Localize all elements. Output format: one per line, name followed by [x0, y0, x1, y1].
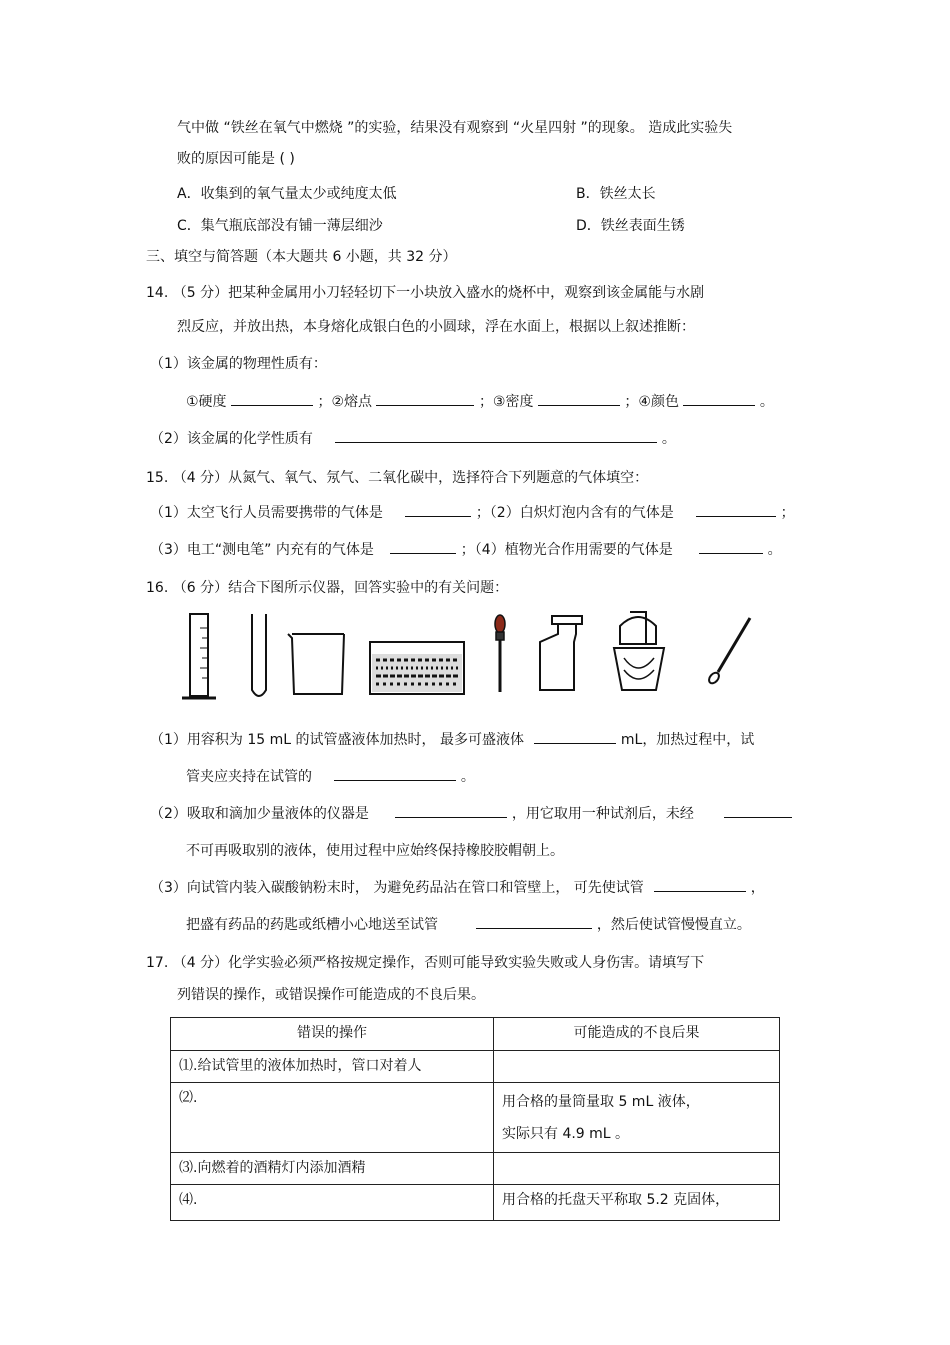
q16-sub1-text-a: （1）用容积为 15 mL 的试管盛液体加热时， 最多可盛液体 [150, 732, 524, 748]
q15-semi: ； [780, 505, 795, 521]
q16-tube-position-blank[interactable] [654, 877, 746, 892]
q16-sub3-line2 [186, 914, 751, 935]
q14-sub2: （2）该金属的化学性质有 [150, 431, 313, 447]
q16-sub2-text-a: （2）吸取和滴加少量液体的仪器是 [150, 806, 369, 822]
q16-sub2-text-b: ，用它取用一种试剂后，未经 [511, 806, 694, 822]
q16-clamp-position-blank[interactable] [334, 766, 456, 781]
q16-sub1-text-d: 。 [460, 769, 475, 785]
q16-rinse-blank[interactable] [724, 803, 792, 818]
q16-sub2-line2: 不可再吸取别的液体，使用过程中应始终保持橡胶胶帽朝上。 [186, 843, 564, 859]
q15-b-label: ；（2）白炽灯泡内含有的气体是 [475, 505, 674, 521]
q15-b-blank[interactable] [696, 502, 776, 517]
table-row [171, 1051, 780, 1083]
row2-consequence-line2: 实际只有 4.9 mL 。 [502, 1126, 630, 1142]
q13-option-a: A．收集到的氧气量太少或纯度太低 [177, 186, 397, 202]
water-trough-icon [370, 642, 464, 694]
q13-text-line2: 败的原因可能是 ( ) [177, 151, 295, 167]
q14-stem-line1: 14. （5 分）把某种金属用小刀轻轻切下一小块放入盛水的烧杯中，观察到该金属能与水剧 [146, 285, 705, 301]
header-consequence: 可能造成的不良后果 [494, 1018, 780, 1051]
graduated-cylinder-icon [182, 614, 216, 698]
q14-density-blank[interactable] [538, 391, 620, 406]
q16-stem: 16. （6 分）结合下图所示仪器，回答实验中的有关问题： [146, 580, 509, 596]
row4-operation[interactable]: ⑷. [171, 1185, 494, 1221]
beaker-icon [288, 634, 344, 694]
q15-c-label: （3）电工“测电笔” 内充有的气体是 [150, 542, 374, 558]
q14-melting-label: ；②熔点 [317, 394, 373, 410]
row2-consequence-cell [494, 1083, 780, 1153]
q15-c-blank[interactable] [390, 539, 456, 554]
row1-consequence-cell[interactable] [494, 1051, 780, 1083]
q13-text-line1: 气中做 “铁丝在氧气中燃烧 ”的实验，结果没有观察到 “火星四射 ”的现象。 造成此实验失 [177, 120, 733, 136]
q14-physical-props [186, 391, 774, 412]
dropper-icon [495, 615, 505, 692]
q16-sub2-line1 [150, 803, 792, 824]
q15-a-label: （1）太空飞行人员需要携带的气体是 [150, 505, 383, 521]
section-heading: 三、填空与简答题（本大题共 6 小题，共 32 分） [146, 249, 457, 265]
q16-sub3-text-d: ，然后使试管慢慢直立。 [596, 917, 751, 933]
q16-sub1-text-c: 管夹应夹持在试管的 [186, 769, 312, 785]
lab-apparatus-figure [180, 608, 760, 706]
q17-stem-line1: 17. （4 分）化学实验必须严格按规定操作，否则可能导致实验失败或人身伤害。请填写下 [146, 955, 705, 971]
row1-operation: ⑴.给试管里的液体加热时，管口对着人 [171, 1051, 494, 1083]
q16-sub3-text-c: 把盛有药品的药匙或纸槽小心地送至试管 [186, 917, 438, 933]
q16-volume-blank[interactable] [534, 729, 616, 744]
row2-operation[interactable]: ⑵. [171, 1083, 494, 1153]
q14-end-period-2: 。 [661, 431, 676, 447]
q15-d-blank[interactable] [699, 539, 763, 554]
q15-row1 [150, 502, 795, 523]
q14-sub1: （1）该金属的物理性质有： [150, 356, 327, 372]
q14-hardness-label: ①硬度 [186, 394, 227, 410]
row2-consequence-line1: 用合格的量筒量取 5 mL 液体， [502, 1094, 700, 1110]
q15-a-blank[interactable] [405, 502, 471, 517]
table-row [171, 1083, 780, 1153]
q16-sub1-text-b: mL，加热过程中，试 [620, 732, 755, 748]
q16-sub3-text-b: ， [750, 880, 765, 896]
q15-end: 。 [767, 542, 782, 558]
row4-consequence-line1: 用合格的托盘天平称取 5.2 克固体， [502, 1192, 730, 1208]
q14-chemical-props [150, 428, 676, 449]
q16-sub1-line1 [150, 729, 754, 750]
q15-row2 [150, 539, 782, 560]
q16-sub3-line1 [150, 877, 765, 898]
q16-tube-part-blank[interactable] [476, 914, 592, 929]
q16-sub1-line2 [186, 766, 475, 787]
row3-operation: ⑶.向燃着的酒精灯内添加酒精 [171, 1153, 494, 1185]
table-row [171, 1153, 780, 1185]
q14-end-period: 。 [759, 394, 774, 410]
q15-d-label: ；（4）植物光合作用需要的气体是 [460, 542, 673, 558]
q15-stem: 15. （4 分）从氮气、氧气、氖气、二氧化碳中，选择符合下列题意的气体填空： [146, 470, 649, 486]
reagent-bottle-icon [540, 616, 582, 690]
q14-color-label: ；④颜色 [624, 394, 679, 410]
alcohol-lamp-icon [614, 612, 664, 690]
q14-stem-line2: 烈反应，并放出热，本身熔化成银白色的小圆球，浮在水面上，根据以上叙述推断： [177, 319, 695, 335]
q17-stem-line2: 列错误的操作，或错误操作可能造成的不良后果。 [177, 987, 485, 1003]
q13-option-d: D．铁丝表面生锈 [576, 218, 685, 234]
q14-chemical-blank[interactable] [335, 428, 657, 443]
q14-melting-blank[interactable] [376, 391, 474, 406]
medicine-spoon-icon [707, 618, 750, 685]
q17-answer-table [170, 1017, 780, 1221]
q13-option-b: B．铁丝太长 [576, 186, 656, 202]
q16-sub3-text-a: （3）向试管内装入碳酸钠粉末时， 为避免药品沾在管口和管壁上， 可先使试管 [150, 880, 644, 896]
q14-color-blank[interactable] [683, 391, 755, 406]
table-row [171, 1185, 780, 1221]
header-wrong-operation: 错误的操作 [171, 1018, 494, 1051]
row3-consequence-cell[interactable] [494, 1153, 780, 1185]
q14-hardness-blank[interactable] [231, 391, 313, 406]
table-header-row [171, 1018, 780, 1051]
q16-instrument-blank[interactable] [395, 803, 507, 818]
q13-option-c: C．集气瓶底部没有铺一薄层细沙 [177, 218, 383, 234]
test-tube-icon [252, 614, 266, 696]
q14-density-label: ；③密度 [478, 394, 534, 410]
row4-consequence-cell [494, 1185, 780, 1221]
